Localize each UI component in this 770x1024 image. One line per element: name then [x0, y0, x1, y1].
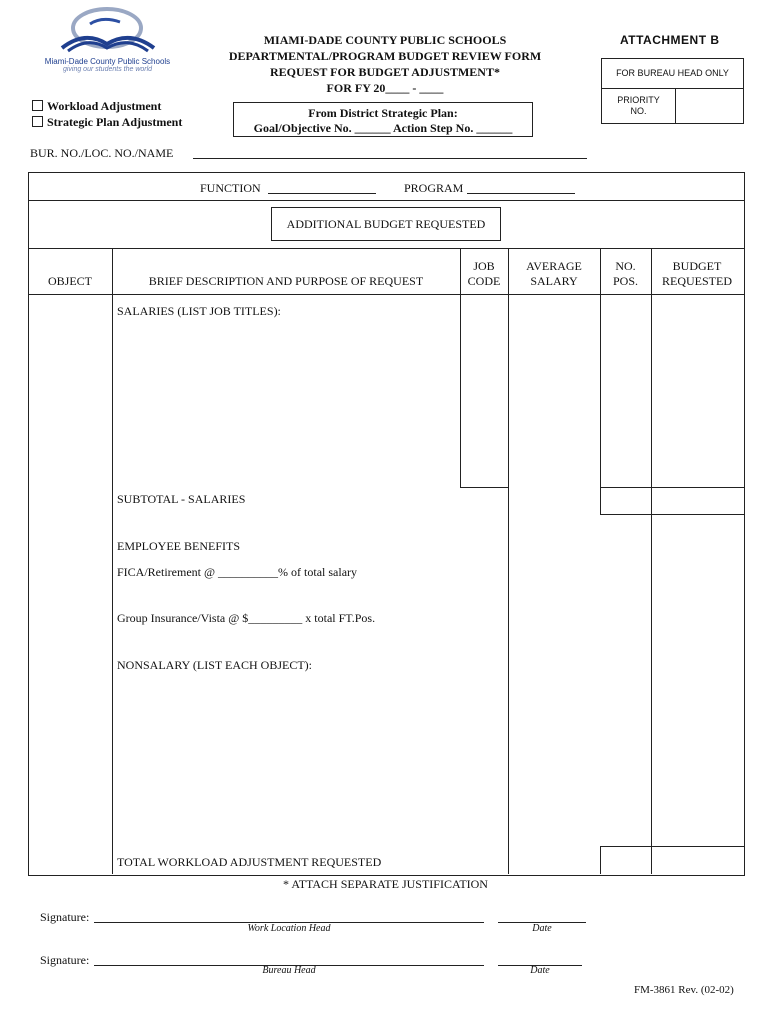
checkbox-icon[interactable]	[32, 116, 43, 127]
bur-loc-field[interactable]	[193, 158, 587, 159]
strategic-plan-box: From District Strategic Plan: Goal/Objective No. ______ Action Step No. ______	[233, 102, 533, 137]
nonsalary-label: NONSALARY (LIST EACH OBJECT):	[117, 658, 313, 672]
program-field[interactable]	[467, 193, 575, 194]
attachment-label: ATTACHMENT B	[620, 33, 720, 47]
bureau-head-only-label: FOR BUREAU HEAD ONLY	[616, 68, 729, 78]
additional-budget-box: ADDITIONAL BUDGET REQUESTED	[271, 207, 501, 241]
header-line-1: MIAMI-DADE COUNTY PUBLIC SCHOOLS	[263, 33, 507, 47]
fica-retirement-field[interactable]: FICA/Retirement @ __________% of total salary	[117, 565, 358, 579]
priority-no-field[interactable]	[676, 89, 743, 123]
col-job-code: JOB CODE	[467, 259, 501, 288]
bureau-head-box	[601, 58, 744, 124]
bureau-head-label: Bureau Head	[262, 965, 316, 976]
col-budget-requested: BUDGET REQUESTED	[662, 259, 732, 288]
employee-benefits-label: EMPLOYEE BENEFITS	[117, 539, 240, 553]
nonsalary-entry-area[interactable]	[113, 675, 507, 840]
col-average-salary: AVERAGE SALARY	[526, 259, 582, 288]
signature-1-label: Signature:	[40, 910, 90, 924]
work-location-head-label: Work Location Head	[247, 923, 331, 934]
header-line-3: REQUEST FOR BUDGET ADJUSTMENT*	[270, 65, 500, 79]
checkbox-icon[interactable]	[32, 100, 43, 111]
logo-name: Miami-Dade County Public Schools	[44, 57, 171, 66]
salaries-entry-area[interactable]	[113, 320, 459, 485]
district-logo	[40, 4, 175, 74]
priority-no-label: PRIORITY NO.	[617, 95, 660, 116]
function-field[interactable]	[268, 193, 376, 194]
program-label: PROGRAM	[404, 181, 464, 195]
logo-tagline: giving our students the world	[62, 66, 153, 73]
col-no-pos: NO. POS.	[612, 259, 638, 288]
strategic-plan-adjustment-checkbox[interactable]: Strategic Plan Adjustment	[32, 115, 182, 130]
subtotal-salaries-label: SUBTOTAL - SALARIES	[117, 492, 246, 506]
header-line-2: DEPARTMENTAL/PROGRAM BUDGET REVIEW FORM	[228, 49, 542, 63]
date-2-label: Date	[530, 965, 550, 976]
attach-justification-note: * ATTACH SEPARATE JUSTIFICATION	[283, 877, 488, 891]
date-1-label: Date	[532, 923, 552, 934]
signature-2-label: Signature:	[40, 953, 90, 967]
salaries-label: SALARIES (LIST JOB TITLES):	[117, 304, 281, 318]
total-workload-label: TOTAL WORKLOAD ADJUSTMENT REQUESTED	[117, 855, 382, 869]
form-header	[210, 32, 560, 96]
form-number: FM-3861 Rev. (02-02)	[634, 984, 734, 996]
header-line-4: FOR FY 20____ - ____	[326, 81, 444, 95]
col-object: OBJECT	[47, 274, 92, 288]
function-label: FUNCTION	[200, 181, 261, 195]
workload-adjustment-checkbox[interactable]: Workload Adjustment	[32, 99, 161, 114]
col-description: BRIEF DESCRIPTION AND PURPOSE OF REQUEST	[148, 274, 424, 288]
bur-loc-label: BUR. NO./LOC. NO./NAME	[30, 146, 174, 160]
group-insurance-field[interactable]: Group Insurance/Vista @ $_________ x total FT.Pos.	[117, 611, 376, 625]
